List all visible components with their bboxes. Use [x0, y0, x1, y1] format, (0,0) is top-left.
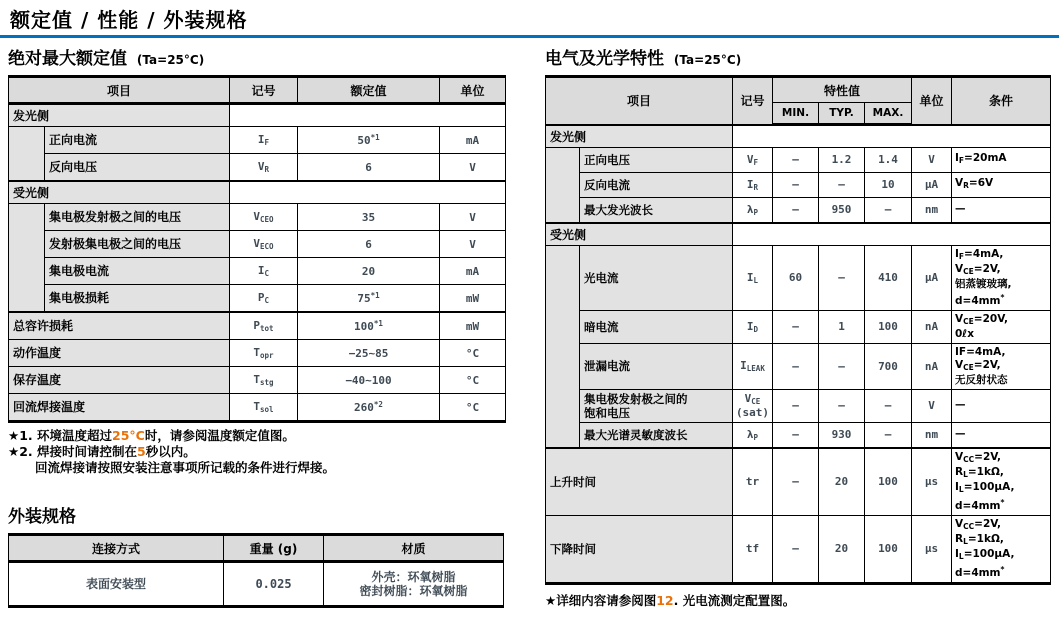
unit-cell: °C — [440, 340, 506, 367]
typ-value-cell: 950 — [819, 197, 865, 223]
min-value-cell: — — [773, 310, 819, 343]
table-header-row — [9, 535, 504, 562]
unit-cell: nA — [912, 310, 952, 343]
table-row — [9, 285, 506, 313]
abs-max-footnotes — [8, 428, 508, 476]
unit-cell: mA — [440, 127, 506, 154]
max-value-cell: 700 — [865, 343, 912, 389]
page-title: 额定值 / 性能 / 外装规格 — [10, 8, 248, 32]
condition-cell: $V_{CC}=2V$, $R_L=1k\Omega$, $I_L=100\mu A$, d=4mm* — [952, 448, 1051, 516]
condition-cell: $V_{CC}=2V$, $R_L=1k\Omega$, $I_L=100\mu A$, d=4mm* — [952, 515, 1051, 583]
absolute-maximum-ratings-table — [8, 75, 506, 423]
typ-value-cell: 930 — [819, 422, 865, 448]
max-value-cell: — — [865, 422, 912, 448]
footnote-line: 回流焊接请按照安装注意事项所记载的条件进行焊接。 — [35, 460, 336, 475]
item-label-cell: 集电极电流 — [45, 258, 230, 285]
unit-cell: mW — [440, 312, 506, 340]
table-row — [546, 245, 1051, 310]
condition-cell: — — [952, 389, 1051, 422]
table-row — [546, 147, 1051, 172]
title-divider-rule — [0, 35, 1059, 38]
section-label-cell: 发光侧 — [9, 104, 230, 127]
condition-cell: — — [952, 422, 1051, 448]
symbol-cell: $V_R$ — [230, 154, 298, 182]
symbol-cell: $V_F$ — [733, 147, 773, 172]
item-label-cell: 回流焊接温度 — [9, 394, 230, 422]
indent-cell — [546, 245, 580, 448]
column-header-unit: 单位 — [912, 77, 952, 125]
table-row — [546, 422, 1051, 448]
unit-cell: μs — [912, 448, 952, 516]
symbol-cell: $P_C$ — [230, 285, 298, 313]
table-row — [9, 104, 506, 127]
connection-type-cell: 表面安装型 — [9, 562, 224, 607]
symbol-cell: $I_L$ — [733, 245, 773, 310]
max-value-cell: 100 — [865, 310, 912, 343]
item-label-cell: 反向电压 — [45, 154, 230, 182]
table-row — [546, 197, 1051, 223]
max-value-cell: — — [865, 389, 912, 422]
unit-cell: μA — [912, 245, 952, 310]
column-header-item: 项目 — [546, 77, 733, 125]
rating-value-cell: 75$^{*1}$ — [298, 285, 440, 313]
symbol-cell: $I_D$ — [733, 310, 773, 343]
typ-value-cell: — — [819, 389, 865, 422]
typ-value-cell: — — [819, 172, 865, 197]
item-label-cell: 最大光谱灵敏度波长 — [580, 422, 733, 448]
min-value-cell: — — [773, 172, 819, 197]
weight-cell: 0.025 — [224, 562, 324, 607]
item-label-cell: 上升时间 — [546, 448, 733, 516]
item-label-cell: 动作温度 — [9, 340, 230, 367]
table-row — [9, 394, 506, 422]
column-header-symbol: 记号 — [733, 77, 773, 125]
column-header-rating: 额定值 — [298, 77, 440, 104]
symbol-cell: $T_{stg}$ — [230, 367, 298, 394]
item-label-cell: 总容许损耗 — [9, 312, 230, 340]
table-row — [9, 340, 506, 367]
max-value-cell: 410 — [865, 245, 912, 310]
unit-cell: V — [912, 147, 952, 172]
material-cell: 外壳：环氧树脂 密封树脂：环氧树脂 — [324, 562, 504, 607]
symbol-cell: tf — [733, 515, 773, 583]
symbol-cell: $V_{ECO}$ — [230, 231, 298, 258]
table-row — [546, 515, 1051, 583]
symbol-cell: $T_{opr}$ — [230, 340, 298, 367]
min-value-cell: 60 — [773, 245, 819, 310]
electro-optical-characteristics-table — [545, 75, 1051, 585]
table-header-row — [546, 77, 1051, 103]
table-row — [546, 310, 1051, 343]
max-value-cell: — — [865, 197, 912, 223]
min-value-cell: — — [773, 515, 819, 583]
symbol-cell: $I_{LEAK}$ — [733, 343, 773, 389]
column-header-weight: 重量 (g) — [224, 535, 324, 562]
symbol-cell: $I_C$ — [230, 258, 298, 285]
column-header-char-value: 特性值 — [773, 77, 912, 103]
condition-cell: IF=4mA, $V_{CE}=2V$, 无反射状态 — [952, 343, 1051, 389]
section-label-cell: 受光侧 — [9, 181, 230, 204]
table-row — [9, 258, 506, 285]
section-merged-cell — [733, 223, 1051, 246]
symbol-cell: $T_{sol}$ — [230, 394, 298, 422]
column-header-typ: TYP. — [819, 103, 865, 125]
min-value-cell: — — [773, 448, 819, 516]
unit-cell: nm — [912, 422, 952, 448]
condition-cell: $V_{CE}=20V$, 0ℓx — [952, 310, 1051, 343]
table-row — [9, 154, 506, 182]
table-row — [9, 204, 506, 231]
unit-cell: °C — [440, 394, 506, 422]
item-label-cell: 保存温度 — [9, 367, 230, 394]
condition-cell: $I_F=4mA$, $V_{CE}=2V$, 铝蒸镀玻璃, d=4mm* — [952, 245, 1051, 310]
typ-value-cell: — — [819, 343, 865, 389]
item-label-cell: 正向电流 — [45, 127, 230, 154]
abs-max-title-text: 绝对最大额定值 — [8, 49, 127, 69]
table-row — [546, 343, 1051, 389]
min-value-cell: — — [773, 197, 819, 223]
column-header-symbol: 记号 — [230, 77, 298, 104]
item-label-cell: 发射极集电极之间的电压 — [45, 231, 230, 258]
rating-value-cell: 100$^{*1}$ — [298, 312, 440, 340]
unit-cell: nm — [912, 197, 952, 223]
table-header-row — [9, 77, 506, 104]
right-column — [545, 44, 1052, 609]
typ-value-cell: — — [819, 245, 865, 310]
typ-value-cell: 20 — [819, 515, 865, 583]
typ-value-cell: 1.2 — [819, 147, 865, 172]
symbol-cell: $\lambda_P$ — [733, 422, 773, 448]
unit-cell: μs — [912, 515, 952, 583]
max-value-cell: 1.4 — [865, 147, 912, 172]
table-row — [9, 312, 506, 340]
package-spec-table — [8, 533, 504, 608]
footnote-line: ★1. 环境温度超过25°C时，请参阅温度额定值图。 — [8, 428, 295, 443]
item-label-cell: 集电极发射极之间的 饱和电压 — [580, 389, 733, 422]
electro-optical-section-title — [545, 44, 1052, 69]
unit-cell: μA — [912, 172, 952, 197]
item-label-cell: 下降时间 — [546, 515, 733, 583]
section-merged-cell — [230, 104, 506, 127]
item-label-cell: 集电极损耗 — [45, 285, 230, 313]
symbol-cell: $I_R$ — [733, 172, 773, 197]
column-header-max: MAX. — [865, 103, 912, 125]
abs-max-section-title — [8, 44, 508, 69]
table-row — [9, 231, 506, 258]
column-header-item: 项目 — [9, 77, 230, 104]
item-label-cell: 反向电流 — [580, 172, 733, 197]
rating-value-cell: 35 — [298, 204, 440, 231]
item-label-cell: 最大发光波长 — [580, 197, 733, 223]
min-value-cell: — — [773, 343, 819, 389]
max-value-cell: 100 — [865, 515, 912, 583]
unit-cell: V — [440, 231, 506, 258]
unit-cell: °C — [440, 367, 506, 394]
item-label-cell: 泄漏电流 — [580, 343, 733, 389]
column-header-material: 材质 — [324, 535, 504, 562]
indent-cell — [546, 147, 580, 223]
condition-cell: — — [952, 197, 1051, 223]
electro-optical-ta-condition: (Ta=25°C) — [673, 53, 742, 67]
min-value-cell: — — [773, 422, 819, 448]
table-row — [546, 172, 1051, 197]
column-header-condition: 条件 — [952, 77, 1051, 125]
section-merged-cell — [230, 181, 506, 204]
symbol-cell: tr — [733, 448, 773, 516]
condition-cell: $I_F=20mA$ — [952, 147, 1051, 172]
min-value-cell: — — [773, 389, 819, 422]
item-label-cell: 正向电压 — [580, 147, 733, 172]
section-merged-cell — [733, 125, 1051, 148]
table-row — [9, 127, 506, 154]
table-row — [9, 181, 506, 204]
indent-cell — [9, 127, 45, 182]
symbol-cell: $\lambda_P$ — [733, 197, 773, 223]
section-label-cell: 受光侧 — [546, 223, 733, 246]
unit-cell: mW — [440, 285, 506, 313]
max-value-cell: 100 — [865, 448, 912, 516]
condition-cell: $V_R=6V$ — [952, 172, 1051, 197]
table-row — [546, 223, 1051, 246]
rating-value-cell: −40~100 — [298, 367, 440, 394]
symbol-cell: $I_F$ — [230, 127, 298, 154]
unit-cell: V — [440, 204, 506, 231]
rating-value-cell: 20 — [298, 258, 440, 285]
rating-value-cell: 50$^{*1}$ — [298, 127, 440, 154]
symbol-cell: $V_{CE}$ (sat) — [733, 389, 773, 422]
table-row — [546, 389, 1051, 422]
min-value-cell: — — [773, 147, 819, 172]
column-header-connection: 连接方式 — [9, 535, 224, 562]
rating-value-cell: −25~85 — [298, 340, 440, 367]
unit-cell: V — [912, 389, 952, 422]
unit-cell: V — [440, 154, 506, 182]
table-row — [546, 125, 1051, 148]
symbol-cell: $V_{CEO}$ — [230, 204, 298, 231]
column-header-unit: 单位 — [440, 77, 506, 104]
package-spec-title: 外装规格 — [8, 507, 76, 527]
typ-value-cell: 20 — [819, 448, 865, 516]
table-row — [9, 367, 506, 394]
typ-value-cell: 1 — [819, 310, 865, 343]
table-row — [9, 562, 504, 607]
item-label-cell: 暗电流 — [580, 310, 733, 343]
section-label-cell: 发光侧 — [546, 125, 733, 148]
electro-optical-title-text: 电气及光学特性 — [545, 49, 664, 69]
max-value-cell: 10 — [865, 172, 912, 197]
symbol-cell: $P_{tot}$ — [230, 312, 298, 340]
column-header-min: MIN. — [773, 103, 819, 125]
rating-value-cell: 260$^{*2}$ — [298, 394, 440, 422]
rating-value-cell: 6 — [298, 154, 440, 182]
unit-cell: nA — [912, 343, 952, 389]
footnote-line: ★2. 焊接时间请控制在5秒以内。 — [8, 444, 196, 459]
electro-optical-footnote: ★详细内容请参阅图12. 光电流测定配置图。 — [545, 592, 796, 608]
abs-max-ta-condition: (Ta=25°C) — [136, 53, 205, 67]
unit-cell: mA — [440, 258, 506, 285]
table-row — [546, 448, 1051, 516]
item-label-cell: 光电流 — [580, 245, 733, 310]
rating-value-cell: 6 — [298, 231, 440, 258]
indent-cell — [9, 204, 45, 313]
left-column — [8, 44, 508, 608]
item-label-cell: 集电极发射极之间的电压 — [45, 204, 230, 231]
